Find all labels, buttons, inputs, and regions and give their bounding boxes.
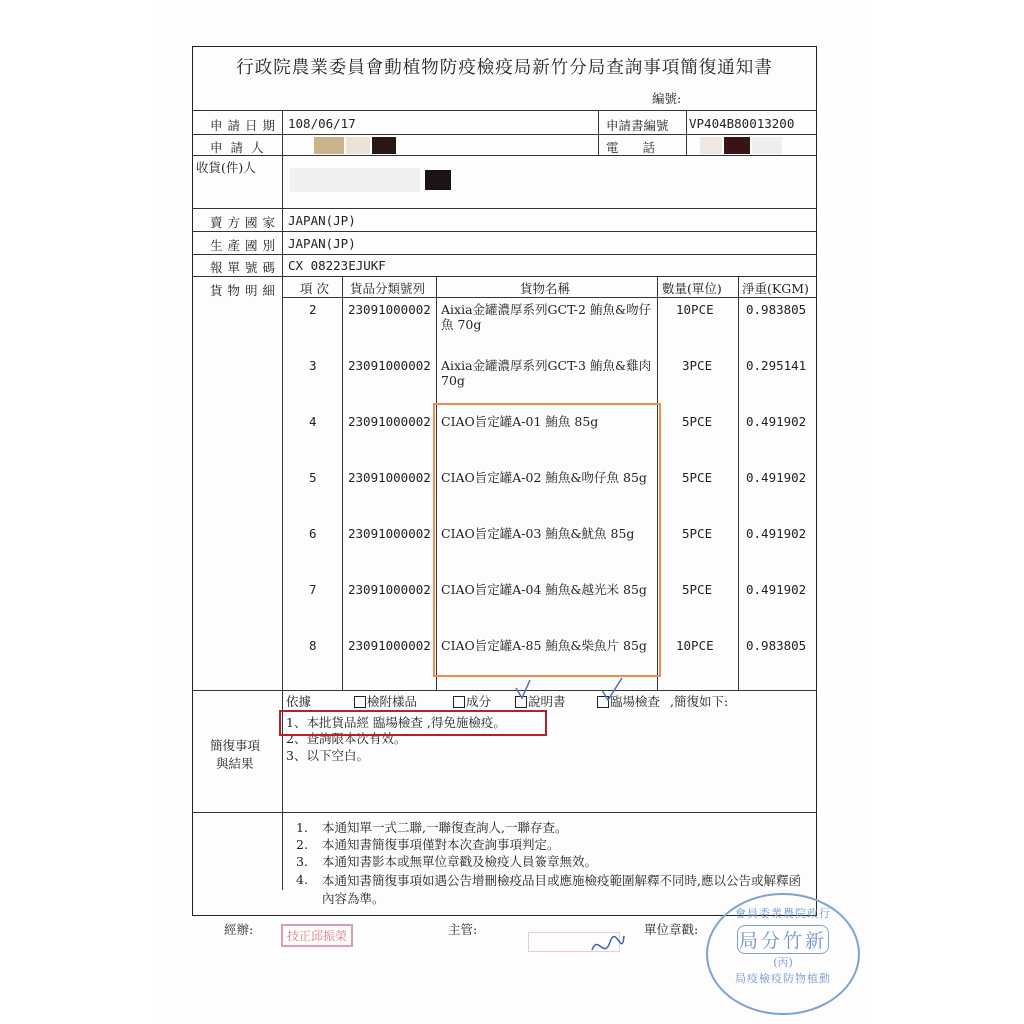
unit-seal-label: 單位章戳: [644,922,699,937]
option-sample: 檢附樣品 [367,694,418,709]
basis-suffix: ,簡復如下: [670,694,729,709]
option-manual: 說明書 [528,694,566,709]
row-weight: 0.491902 [746,414,807,429]
row-no: 4 [309,414,317,429]
option-ingredient: 成分 [466,694,492,709]
applicant-label: 申 請 人 [210,140,266,155]
row-no: 6 [309,526,317,541]
rule [192,231,817,232]
apply-date: 108/06/17 [288,116,356,131]
row-weight: 0.983805 [746,638,807,653]
handler-stamp: 技正邱振榮 [281,924,353,947]
rule [192,690,817,691]
row-name: CIAO旨定罐A-03 鮪魚&魷魚 85g [441,526,635,541]
rule [192,155,817,156]
seller-country-label: 賣方國家 [210,215,281,230]
rule [192,110,817,111]
row-weight: 0.491902 [746,470,807,485]
col-header-code: 貨品分類號列 [350,281,426,296]
row-qty: 5PCE [682,414,713,429]
rule [192,812,817,813]
row-weight: 0.295141 [746,358,807,373]
row-name: Aixia金罐濃厚系列GCT-2 鮪魚&吻仔魚 70g [441,302,652,332]
rule [598,110,599,155]
option-onsite: 臨場檢查 [610,694,661,709]
note-no: 4. [296,872,308,887]
redaction [724,137,750,154]
result-label-2: 與結果 [216,756,254,771]
seller-country: JAPAN(JP) [288,213,356,228]
seal-middle-text: 局分竹新 [737,925,829,954]
row-code: 23091000002 [348,302,431,317]
result-item-2: 2、查詢限本次有效。 [286,731,407,746]
rule [738,276,739,690]
seal-inner-text: (丙) [773,956,793,969]
redaction [372,137,396,154]
row-code: 23091000002 [348,470,431,485]
redaction [425,170,451,190]
row-code: 23091000002 [348,414,431,429]
row-qty: 10PCE [676,302,714,317]
declaration-label: 報單號碼 [210,260,281,275]
col-header-no: 項次 [300,281,334,296]
row-code: 23091000002 [348,582,431,597]
phone-label: 電 話 [606,140,665,155]
rule [283,297,817,298]
official-seal [706,893,860,1015]
rule [192,276,817,277]
redaction [290,168,420,192]
form-no: VP404B80013200 [689,116,795,131]
row-name: CIAO旨定罐A-85 鮪魚&柴魚片 85g [441,638,647,653]
origin: JAPAN(JP) [288,236,356,251]
result-item-1: 1、本批貨品經 臨場檢查 ,得免施檢疫。 [286,715,506,730]
origin-label: 生產國別 [210,238,281,253]
row-no: 5 [309,470,317,485]
receiver-label: 收貨(件)人 [196,160,256,175]
supervisor-label: 主管: [448,922,478,937]
row-weight: 0.491902 [746,526,807,541]
redaction [314,137,344,154]
row-qty: 10PCE [676,638,714,653]
note-text: 本通知書影本或無單位章戳及檢疫人員簽章無效。 [322,854,598,869]
row-qty: 3PCE [682,358,713,373]
declaration-no: CX 08223EJUKF [288,258,386,273]
note-no: 2. [296,837,308,852]
redaction [752,137,782,154]
row-weight: 0.983805 [746,302,807,317]
note-no: 1. [296,820,308,835]
goods-label: 貨物明細 [210,283,281,298]
note-text: 本通知單一式二聯,一聯復查詢人,一聯存查。 [322,820,568,835]
serial-label: 編號: [652,91,682,106]
highlight-box-orange [433,403,661,677]
seal-bottom-text: 局疫檢疫防物植動 [735,972,831,985]
basis-label: 依據 [286,694,312,709]
apply-date-label: 申請日期 [210,118,281,133]
redaction [346,137,370,154]
rule [342,276,343,690]
checkbox-sample [354,696,366,708]
highlight-box-red [279,710,547,736]
rule [282,110,283,890]
row-no: 8 [309,638,317,653]
row-weight: 0.491902 [746,582,807,597]
row-no: 7 [309,582,317,597]
note-no: 3. [296,854,308,869]
seal-top-text: 會員委業農院政行 [735,907,831,920]
col-header-weight: 淨重(KGM) [742,281,809,296]
row-qty: 5PCE [682,526,713,541]
col-header-name: 貨物名稱 [520,281,571,296]
rule [686,110,687,155]
checkbox-ingredient [453,696,465,708]
form-no-label: 申請書編號 [606,118,669,133]
handwritten-checkmarks [510,676,630,706]
handwritten-signature [588,930,628,966]
result-label-1: 簡復事項 [210,738,261,753]
col-header-qty: 數量(單位) [662,281,722,296]
result-item-3: 3、以下空白。 [286,748,369,763]
row-qty: 5PCE [682,582,713,597]
rule [192,134,817,135]
row-name: CIAO旨定罐A-01 鮪魚 85g [441,414,599,429]
row-no: 2 [309,302,317,317]
handler-label: 經辦: [224,922,254,937]
note-text: 本通知書簡復事項如遇公告增刪檢疫品目或應施檢疫範圍解釋不同時,應以公告或解釋函內容為準。 [322,873,801,906]
rule [192,208,817,209]
rule [192,254,817,255]
row-no: 3 [309,358,317,373]
note-text: 本通知書簡復事項僅對本次查詢事項判定。 [322,837,560,852]
row-code: 23091000002 [348,526,431,541]
row-name: CIAO旨定罐A-04 鮪魚&越光米 85g [441,582,647,597]
row-name: Aixia金罐濃厚系列GCT-3 鮪魚&雞肉 70g [441,358,652,388]
row-code: 23091000002 [348,638,431,653]
redaction [700,137,722,154]
row-name: CIAO旨定罐A-02 鮪魚&吻仔魚 85g [441,470,647,485]
page-title: 行政院農業委員會動植物防疫檢疫局新竹分局查詢事項簡復通知書 [236,58,773,78]
row-code: 23091000002 [348,358,431,373]
row-qty: 5PCE [682,470,713,485]
